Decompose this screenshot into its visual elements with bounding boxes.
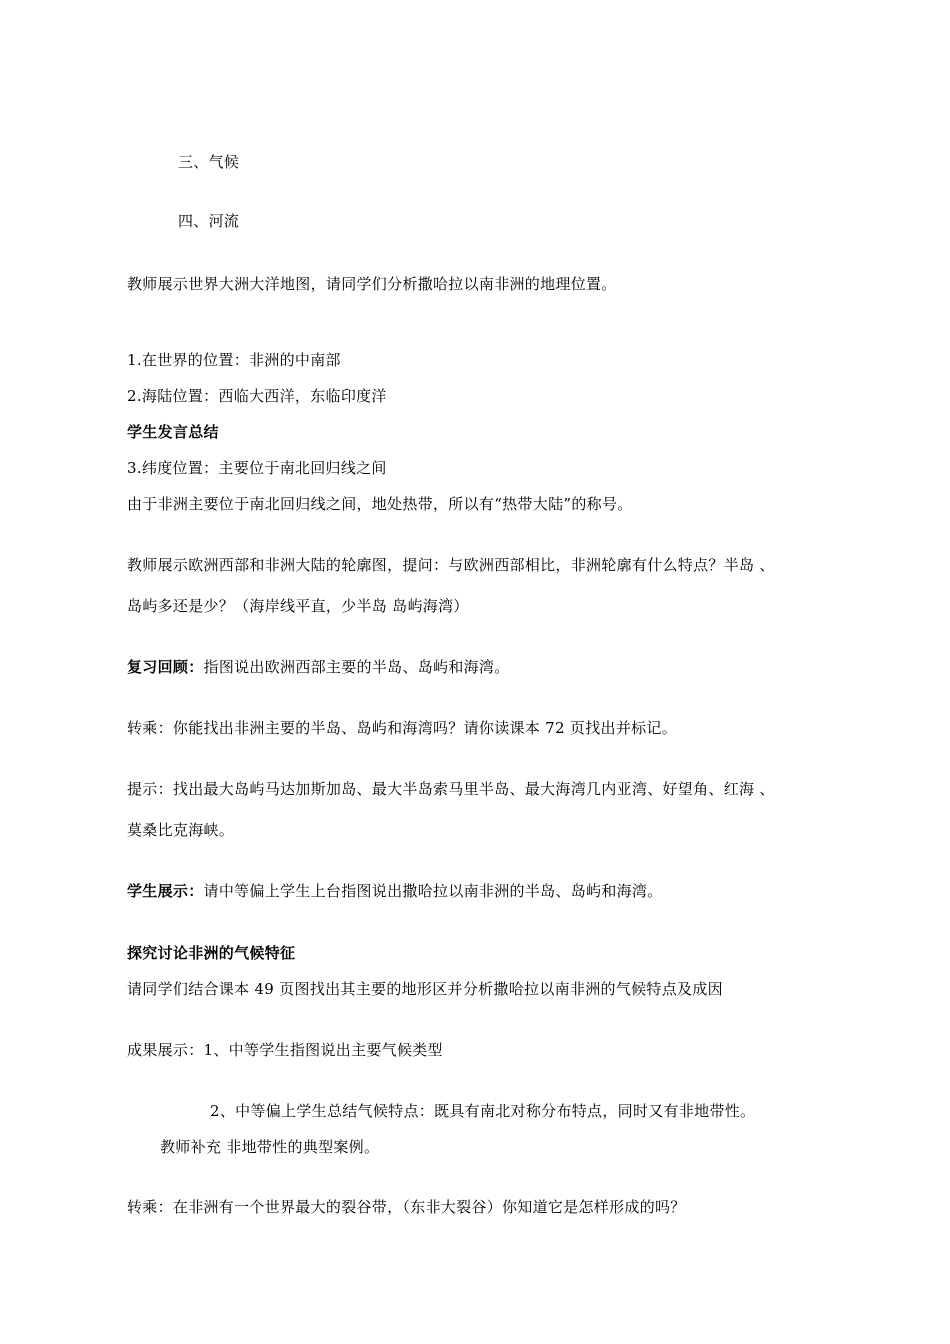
paragraph-transition-1: 转乘：你能找出非洲主要的半岛、岛屿和海湾吗？请你读课本 72 页找出并标记。 xyxy=(127,719,678,737)
paragraph-teacher-map: 教师展示世界大洲大洋地图，请同学们分析撒哈拉以南非洲的地理位置。 xyxy=(127,275,617,293)
student-show-text: 请中等偏上学生上台指图说出撒哈拉以南非洲的半岛、岛屿和海湾。 xyxy=(203,882,663,900)
paragraph-transition-2: 转乘：在非洲有一个世界最大的裂谷带，（东非大裂谷）你知道它是怎样形成的吗？ xyxy=(127,1198,686,1216)
paragraph-outline-question-2: 岛屿多还是少？（海岸线平直，少半岛 岛屿海湾） xyxy=(127,597,469,615)
paragraph-teacher-supplement: 教师补充 非地带性的典型案例。 xyxy=(160,1138,380,1156)
paragraph-hint-1: 提示：找出最大岛屿马达加斯加岛、最大半岛索马里半岛、最大海湾几内亚湾、好望角、红海 、 xyxy=(127,780,775,798)
paragraph-hint-2: 莫桑比克海峡。 xyxy=(127,821,235,839)
section-heading-climate-discussion: 探究讨论非洲的气候特征 xyxy=(127,944,296,962)
paragraph-outline-question-1: 教师展示欧洲西部和非洲大陆的轮廓图，提问：与欧洲西部相比，非洲轮廓有什么特点？半岛 、 xyxy=(127,556,775,574)
paragraph-student-show xyxy=(127,881,663,901)
paragraph-results-1: 成果展示：1、中等学生指图说出主要气候类型 xyxy=(127,1041,443,1059)
paragraph-review xyxy=(127,657,510,677)
student-summary-heading: 学生发言总结 xyxy=(127,423,219,441)
paragraph-climate-task: 请同学们结合课本 49 页图找出其主要的地形区并分析撒哈拉以南非洲的气候特点及成因 xyxy=(127,980,723,998)
paragraph-tropical-continent: 由于非洲主要位于南北回归线之间，地处热带，所以有“热带大陆”的称号。 xyxy=(127,495,633,513)
heading-climate: 三、气候 xyxy=(178,153,240,171)
student-show-label: 学生展示： xyxy=(127,882,204,900)
list-item-sea-land-position: 2.海陆位置：西临大西洋，东临印度洋 xyxy=(127,387,387,405)
list-item-latitude-position: 3.纬度位置：主要位于南北回归线之间 xyxy=(127,459,387,477)
paragraph-results-2: 2、中等偏上学生总结气候特点：既具有南北对称分布特点，同时又有非地带性。 xyxy=(210,1102,756,1120)
review-label: 复习回顾： xyxy=(127,658,204,676)
review-text: 指图说出欧洲西部主要的半岛、岛屿和海湾。 xyxy=(203,658,510,676)
heading-rivers: 四、河流 xyxy=(178,212,240,230)
list-item-world-position: 1.在世界的位置：非洲的中南部 xyxy=(127,351,341,369)
